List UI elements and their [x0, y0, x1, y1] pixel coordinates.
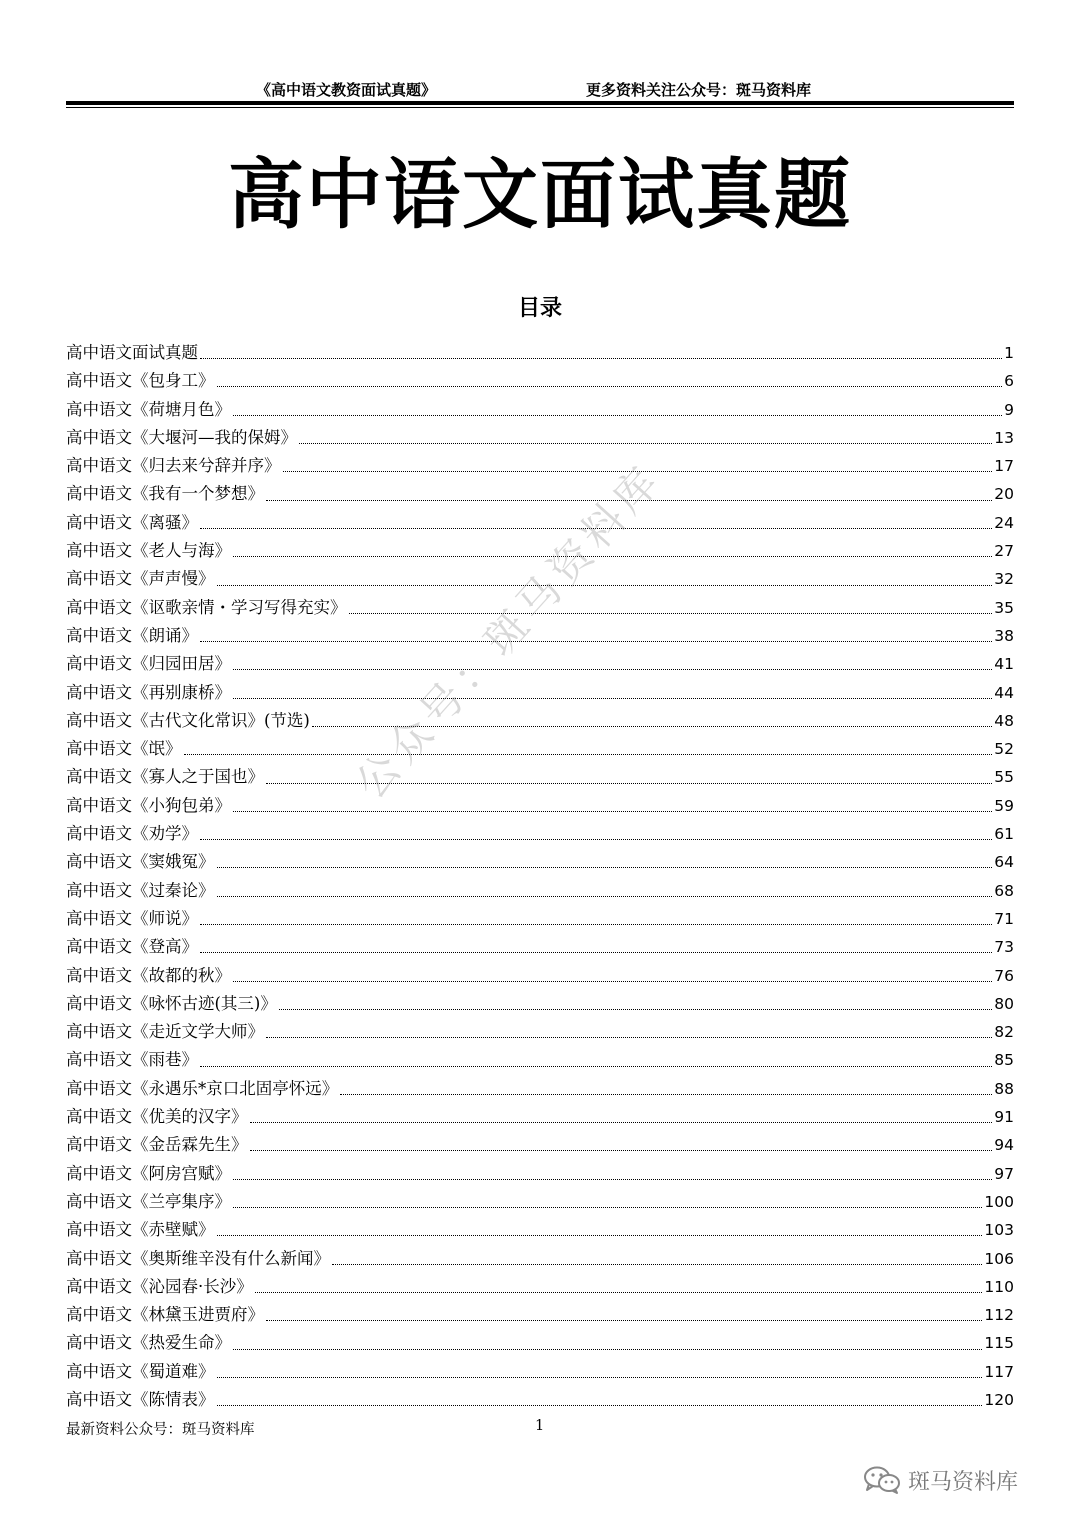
toc-entry[interactable] [66, 367, 1014, 395]
toc-dot-leader [200, 951, 992, 953]
toc-dot-leader [233, 414, 1002, 416]
toc-dot-leader [299, 442, 992, 444]
toc-dot-leader [283, 470, 993, 472]
toc-dot-leader [200, 923, 992, 925]
watermark: 公众号：斑马资料库 [345, 454, 672, 809]
toc-dot-leader [233, 668, 992, 670]
toc-entry-title: 高中语文《包身工》 [66, 371, 215, 391]
toc-dot-leader [217, 385, 1003, 387]
toc-entry-page: 64 [994, 853, 1014, 872]
toc-dot-leader [332, 1263, 982, 1265]
toc-entry-title: 高中语文《小狗包弟》 [66, 795, 231, 815]
toc-entry[interactable] [66, 1386, 1014, 1414]
toc-entry-page: 100 [984, 1192, 1014, 1211]
toc-dot-leader [233, 555, 992, 557]
wechat-icon [862, 1465, 902, 1495]
toc-dot-leader [217, 584, 993, 586]
toc-entry[interactable] [66, 820, 1014, 848]
toc-entry-title: 高中语文《劝学》 [66, 824, 198, 844]
toc-entry-title: 高中语文《永遇乐*京口北固亭怀远》 [66, 1078, 339, 1098]
toc-dot-leader [233, 1178, 992, 1180]
toc-entry[interactable] [66, 1273, 1014, 1301]
toc-entry[interactable] [66, 990, 1014, 1018]
toc-entry-page: 103 [984, 1221, 1014, 1240]
toc-dot-leader [266, 1036, 992, 1038]
toc-entry-page: 94 [994, 1136, 1014, 1155]
toc-dot-leader [255, 1291, 983, 1293]
toc-dot-leader [266, 1319, 982, 1321]
toc-entry-title: 高中语文《兰亭集序》 [66, 1191, 231, 1211]
toc-entry-page: 76 [994, 966, 1014, 985]
toc-entry-page: 41 [994, 655, 1014, 674]
toc-entry[interactable] [66, 877, 1014, 905]
toc-entry-title: 高中语文《寡人之于国也》 [66, 767, 264, 787]
toc-entry[interactable] [66, 396, 1014, 424]
toc-dot-leader [266, 499, 992, 501]
toc-entry-title: 高中语文《朗诵》 [66, 625, 198, 645]
toc-entry-page: 61 [994, 825, 1014, 844]
toc-entry-title: 高中语文《声声慢》 [66, 569, 215, 589]
toc-entry-title: 高中语文《师说》 [66, 908, 198, 928]
toc-entry-title: 高中语文《金岳霖先生》 [66, 1135, 248, 1155]
toc-entry[interactable] [66, 707, 1014, 735]
toc-entry-page: 115 [984, 1334, 1014, 1353]
toc-dot-leader [217, 866, 993, 868]
toc-entry-page: 88 [994, 1079, 1014, 1098]
toc-entry-title: 高中语文《荷塘月色》 [66, 399, 231, 419]
toc-entry-page: 52 [994, 740, 1014, 759]
toc-dot-leader [184, 753, 993, 755]
toc-entry-title: 高中语文《大堰河—我的保姆》 [66, 427, 297, 447]
toc-dot-leader [233, 980, 992, 982]
toc-entry-title: 高中语文《过秦论》 [66, 880, 215, 900]
toc-dot-leader [250, 1149, 993, 1151]
toc-entry-page: 80 [994, 994, 1014, 1013]
header-rule-thin [66, 107, 1014, 108]
toc-entry-page: 59 [994, 796, 1014, 815]
table-of-contents [66, 339, 1014, 1414]
toc-entry-title: 高中语文《登高》 [66, 937, 198, 957]
toc-dot-leader [217, 895, 993, 897]
toc-entry[interactable] [66, 622, 1014, 650]
toc-dot-leader [233, 697, 992, 699]
page-header [66, 76, 1014, 102]
toc-entry-title: 高中语文《奥斯维辛没有什么新闻》 [66, 1248, 330, 1268]
toc-entry-title: 高中语文《咏怀古迹(其三)》 [66, 993, 277, 1013]
toc-entry[interactable] [66, 1046, 1014, 1074]
toc-entry-title: 高中语文《归园田居》 [66, 654, 231, 674]
toc-entry[interactable] [66, 565, 1014, 593]
toc-entry-title: 高中语文《归去来兮辞并序》 [66, 456, 281, 476]
toc-entry-title: 高中语文《雨巷》 [66, 1050, 198, 1070]
toc-entry-title: 高中语文《赤壁赋》 [66, 1220, 215, 1240]
toc-dot-leader [217, 1376, 983, 1378]
toc-entry[interactable] [66, 679, 1014, 707]
toc-entry[interactable] [66, 424, 1014, 452]
toc-entry-page: 71 [994, 909, 1014, 928]
toc-entry[interactable] [66, 1245, 1014, 1273]
toc-entry-title: 高中语文《古代文化常识》(节选) [66, 710, 310, 730]
toc-entry[interactable] [66, 339, 1014, 367]
toc-entry[interactable] [66, 933, 1014, 961]
toc-dot-leader [200, 1065, 992, 1067]
toc-entry-page: 9 [1004, 400, 1014, 419]
toc-entry-page: 55 [994, 768, 1014, 787]
toc-dot-leader [233, 1206, 982, 1208]
toc-entry-page: 68 [994, 881, 1014, 900]
toc-entry-title: 高中语文《沁园春·长沙》 [66, 1276, 253, 1296]
footer-page-number: 1 [535, 1418, 545, 1434]
toc-entry-title: 高中语文《走近文学大师》 [66, 1022, 264, 1042]
wechat-account-name: 斑马资料库 [908, 1469, 1019, 1495]
toc-entry-title: 高中语文《故都的秋》 [66, 965, 231, 985]
toc-entry-page: 73 [994, 938, 1014, 957]
toc-entry-page: 13 [994, 428, 1014, 447]
toc-entry-page: 32 [994, 570, 1014, 589]
toc-entry-title: 高中语文《窦娥冤》 [66, 852, 215, 872]
header-rule-thick [66, 101, 1014, 105]
wechat-badge [862, 1462, 1018, 1498]
toc-entry-title: 高中语文《林黛玉进贾府》 [66, 1305, 264, 1325]
toc-entry[interactable] [66, 763, 1014, 791]
toc-entry[interactable] [66, 1103, 1014, 1131]
toc-entry[interactable] [66, 650, 1014, 678]
toc-dot-leader [279, 1008, 992, 1010]
toc-entry-page: 112 [984, 1306, 1014, 1325]
toc-entry[interactable] [66, 1301, 1014, 1329]
toc-entry-title: 高中语文《热爱生命》 [66, 1333, 231, 1353]
toc-entry-page: 17 [994, 457, 1014, 476]
toc-entry[interactable] [66, 452, 1014, 480]
toc-entry-title: 高中语文《氓》 [66, 739, 182, 759]
toc-entry-page: 91 [994, 1108, 1014, 1127]
document-title: 高中语文面试真题 [228, 150, 852, 239]
toc-entry[interactable] [66, 1216, 1014, 1244]
toc-dot-leader [233, 1348, 982, 1350]
toc-entry[interactable] [66, 1160, 1014, 1188]
toc-entry[interactable] [66, 962, 1014, 990]
toc-entry-page: 44 [994, 683, 1014, 702]
toc-entry-title: 高中语文《蜀道难》 [66, 1361, 215, 1381]
toc-entry-title: 高中语文《再别康桥》 [66, 682, 231, 702]
toc-dot-leader [340, 1093, 992, 1095]
toc-entry-title: 高中语文《讴歌亲情・学习写得充实》 [66, 597, 347, 617]
toc-dot-leader [200, 527, 992, 529]
toc-entry-page: 110 [984, 1277, 1014, 1296]
toc-dot-leader [200, 838, 992, 840]
toc-dot-leader [217, 1234, 983, 1236]
toc-entry[interactable] [66, 1131, 1014, 1159]
toc-entry[interactable] [66, 1018, 1014, 1046]
toc-entry[interactable] [66, 1358, 1014, 1386]
toc-entry[interactable] [66, 792, 1014, 820]
toc-entry-page: 120 [984, 1390, 1014, 1409]
toc-entry-page: 1 [1004, 344, 1014, 362]
toc-entry-page: 85 [994, 1051, 1014, 1070]
toc-entry-page: 48 [994, 711, 1014, 730]
toc-entry-title: 高中语文《老人与海》 [66, 541, 231, 561]
toc-dot-leader [266, 782, 992, 784]
toc-entry-page: 20 [994, 485, 1014, 504]
toc-entry[interactable] [66, 848, 1014, 876]
toc-dot-leader [312, 725, 992, 727]
toc-dot-leader [233, 810, 992, 812]
toc-entry-page: 82 [994, 1023, 1014, 1042]
toc-entry-title: 高中语文《优美的汉字》 [66, 1107, 248, 1127]
toc-entry-page: 117 [984, 1362, 1014, 1381]
toc-entry[interactable] [66, 905, 1014, 933]
header-book-title: 《高中语文教资面试真题》 [256, 81, 437, 99]
footer-promo: 最新资料公众号：斑马资料库 [66, 1422, 255, 1438]
toc-entry-page: 38 [994, 626, 1014, 645]
toc-dot-leader [349, 612, 993, 614]
toc-entry-page: 35 [994, 598, 1014, 617]
toc-dot-leader [250, 1121, 993, 1123]
toc-entry-title: 高中语文《我有一个梦想》 [66, 484, 264, 504]
toc-entry-page: 97 [994, 1164, 1014, 1183]
toc-entry[interactable] [66, 509, 1014, 537]
toc-dot-leader [217, 1404, 983, 1406]
toc-entry-title: 高中语文《阿房宫赋》 [66, 1163, 231, 1183]
toc-entry[interactable] [66, 1075, 1014, 1103]
toc-entry[interactable] [66, 537, 1014, 565]
toc-entry-page: 24 [994, 513, 1014, 532]
toc-heading: 目录 [517, 296, 562, 321]
toc-entry-title: 高中语文《离骚》 [66, 512, 198, 532]
toc-dot-leader [200, 357, 1002, 359]
toc-entry[interactable] [66, 1329, 1014, 1357]
toc-entry-page: 106 [984, 1249, 1014, 1268]
toc-entry-page: 6 [1004, 372, 1014, 391]
toc-entry[interactable] [66, 1188, 1014, 1216]
toc-entry[interactable] [66, 594, 1014, 622]
header-promo: 更多资料关注公众号：斑马资料库 [586, 81, 812, 99]
toc-entry[interactable] [66, 735, 1014, 763]
toc-entry-title: 高中语文《陈情表》 [66, 1389, 215, 1409]
toc-entry-title: 高中语文面试真题 [66, 343, 198, 362]
toc-entry[interactable] [66, 480, 1014, 508]
toc-entry-page: 27 [994, 542, 1014, 561]
toc-dot-leader [200, 640, 992, 642]
